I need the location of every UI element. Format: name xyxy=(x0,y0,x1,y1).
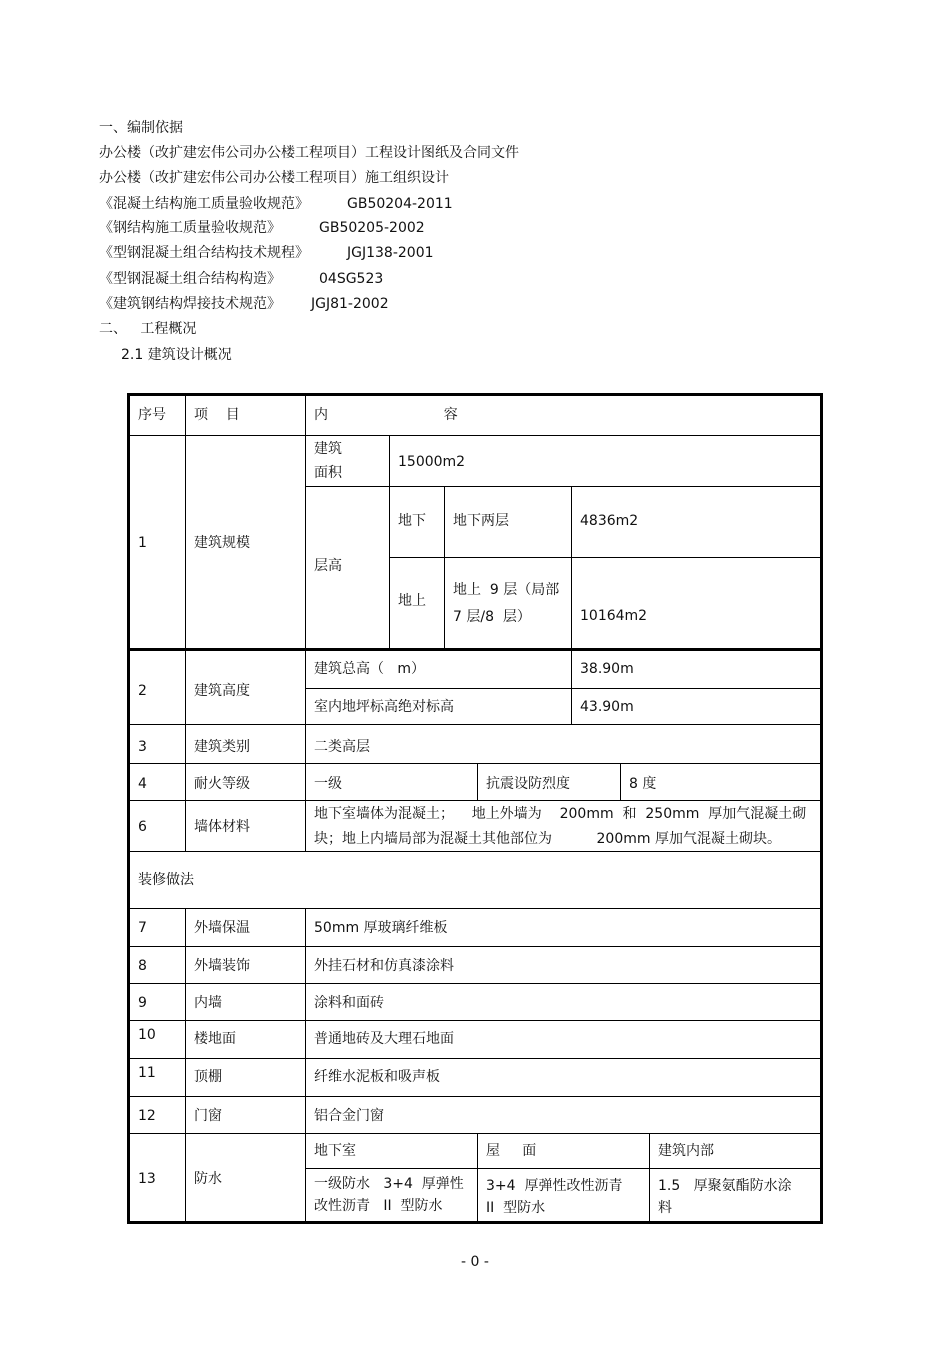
row-3-item: 建筑类别 xyxy=(194,739,250,755)
waterproof-basement-label: 地下室 xyxy=(314,1143,356,1159)
row-10-value: 普通地砖及大理石地面 xyxy=(314,1031,454,1047)
above-desc: 地上 9 层（局部 7 层/8 层） xyxy=(453,582,560,625)
standard-code: 04SG523 xyxy=(319,271,384,287)
page-number: - 0 - xyxy=(461,1254,489,1270)
row-13-item: 防水 xyxy=(194,1171,222,1187)
row-2-no: 2 xyxy=(138,683,147,699)
heading-overview: 二、 工程概况 xyxy=(99,321,197,337)
finish-title: 装修做法 xyxy=(138,872,194,888)
row-1-no: 1 xyxy=(138,535,147,551)
under-label: 地下 xyxy=(398,513,426,529)
standard-line xyxy=(99,244,434,262)
seismic-value: 8 度 xyxy=(629,776,657,792)
standard-name: 《型钢混凝土组合结构技术规程》 xyxy=(99,245,309,261)
row-6-value: 地下室墙体为混凝土； 地上外墙为 200mm 和 250mm 厚加气混凝土砌 块；地上内墙局部为混凝土其他部位为 200mm 厚加气混凝土砌块。 xyxy=(314,806,807,847)
row-6-no: 6 xyxy=(138,819,147,835)
floor-label: 层高 xyxy=(314,558,342,574)
subheading-design: 2.1 建筑设计概况 xyxy=(121,347,232,363)
row-12-no: 12 xyxy=(138,1108,156,1124)
standard-name: 《建筑钢结构焊接技术规范》 xyxy=(99,296,281,312)
waterproof-interior-value: 1.5 厚聚氨酯防水涂 料 xyxy=(658,1178,792,1216)
above-value: 10164m2 xyxy=(580,608,648,624)
height-total-label: 建筑总高（ m） xyxy=(314,661,425,677)
basis-line-2: 办公楼（改扩建宏伟公司办公楼工程项目）施工组织设计 xyxy=(99,170,449,186)
design-overview-table xyxy=(127,393,823,1224)
seismic-label: 抗震设防烈度 xyxy=(486,776,570,792)
row-2-item: 建筑高度 xyxy=(194,683,250,699)
elevation-label: 室内地坪标高绝对标高 xyxy=(314,699,454,715)
elevation-value: 43.90m xyxy=(580,699,634,715)
header-content: 内 容 xyxy=(314,407,458,423)
standard-line xyxy=(99,295,389,313)
standard-line xyxy=(99,270,383,288)
standard-name: 《钢结构施工质量验收规范》 xyxy=(99,220,281,236)
standard-code: JGJ81-2002 xyxy=(311,296,389,312)
waterproof-roof-label: 屋 面 xyxy=(486,1143,537,1159)
standard-code: GB50204-2011 xyxy=(347,196,453,212)
basis-line-1: 办公楼（改扩建宏伟公司办公楼工程项目）工程设计图纸及合同文件 xyxy=(99,145,519,161)
row-7-no: 7 xyxy=(138,920,147,936)
standard-name: 《混凝土结构施工质量验收规范》 xyxy=(99,196,309,212)
row-3-value: 二类高层 xyxy=(314,739,370,755)
row-12-item: 门窗 xyxy=(194,1108,222,1124)
row-10-no: 10 xyxy=(138,1027,156,1043)
waterproof-roof-value: 3+4 厚弹性改性沥青 II 型防水 xyxy=(486,1178,623,1216)
under-value: 4836m2 xyxy=(580,513,639,529)
row-11-value: 纤维水泥板和吸声板 xyxy=(314,1069,440,1085)
row-10-item: 楼地面 xyxy=(194,1031,236,1047)
waterproof-interior-label: 建筑内部 xyxy=(658,1143,714,1159)
heading-basis: 一、编制依据 xyxy=(99,120,183,136)
standard-line xyxy=(99,195,453,213)
waterproof-basement-value: 一级防水 3+4 厚弹性 改性沥青 II 型防水 xyxy=(314,1176,464,1214)
row-3-no: 3 xyxy=(138,739,147,755)
row-6-item: 墙体材料 xyxy=(194,819,250,835)
header-no: 序号 xyxy=(138,407,166,423)
above-label: 地上 xyxy=(398,593,426,609)
standard-name: 《型钢混凝土组合结构构造》 xyxy=(99,271,281,287)
standard-code: GB50205-2002 xyxy=(319,220,425,236)
row-8-no: 8 xyxy=(138,958,147,974)
height-total-value: 38.90m xyxy=(580,661,634,677)
area-value: 15000m2 xyxy=(398,454,466,470)
row-4-item: 耐火等级 xyxy=(194,776,250,792)
standard-code: JGJ138-2001 xyxy=(347,245,434,261)
row-4-value: 一级 xyxy=(314,776,342,792)
row-11-no: 11 xyxy=(138,1065,156,1081)
row-9-no: 9 xyxy=(138,995,147,1011)
area-label: 建筑 面积 xyxy=(314,441,342,481)
header-item: 项 目 xyxy=(194,407,240,423)
row-7-value: 50mm 厚玻璃纤维板 xyxy=(314,920,448,936)
standard-line xyxy=(99,219,425,237)
row-13-no: 13 xyxy=(138,1171,156,1187)
row-4-no: 4 xyxy=(138,776,147,792)
row-9-value: 涂料和面砖 xyxy=(314,995,384,1011)
row-8-item: 外墙装饰 xyxy=(194,958,250,974)
row-1-item: 建筑规模 xyxy=(194,535,250,551)
row-8-value: 外挂石材和仿真漆涂料 xyxy=(314,958,454,974)
row-11-item: 顶棚 xyxy=(194,1069,222,1085)
under-desc: 地下两层 xyxy=(453,513,509,529)
row-7-item: 外墙保温 xyxy=(194,920,250,936)
row-9-item: 内墙 xyxy=(194,995,222,1011)
row-12-value: 铝合金门窗 xyxy=(314,1108,384,1124)
